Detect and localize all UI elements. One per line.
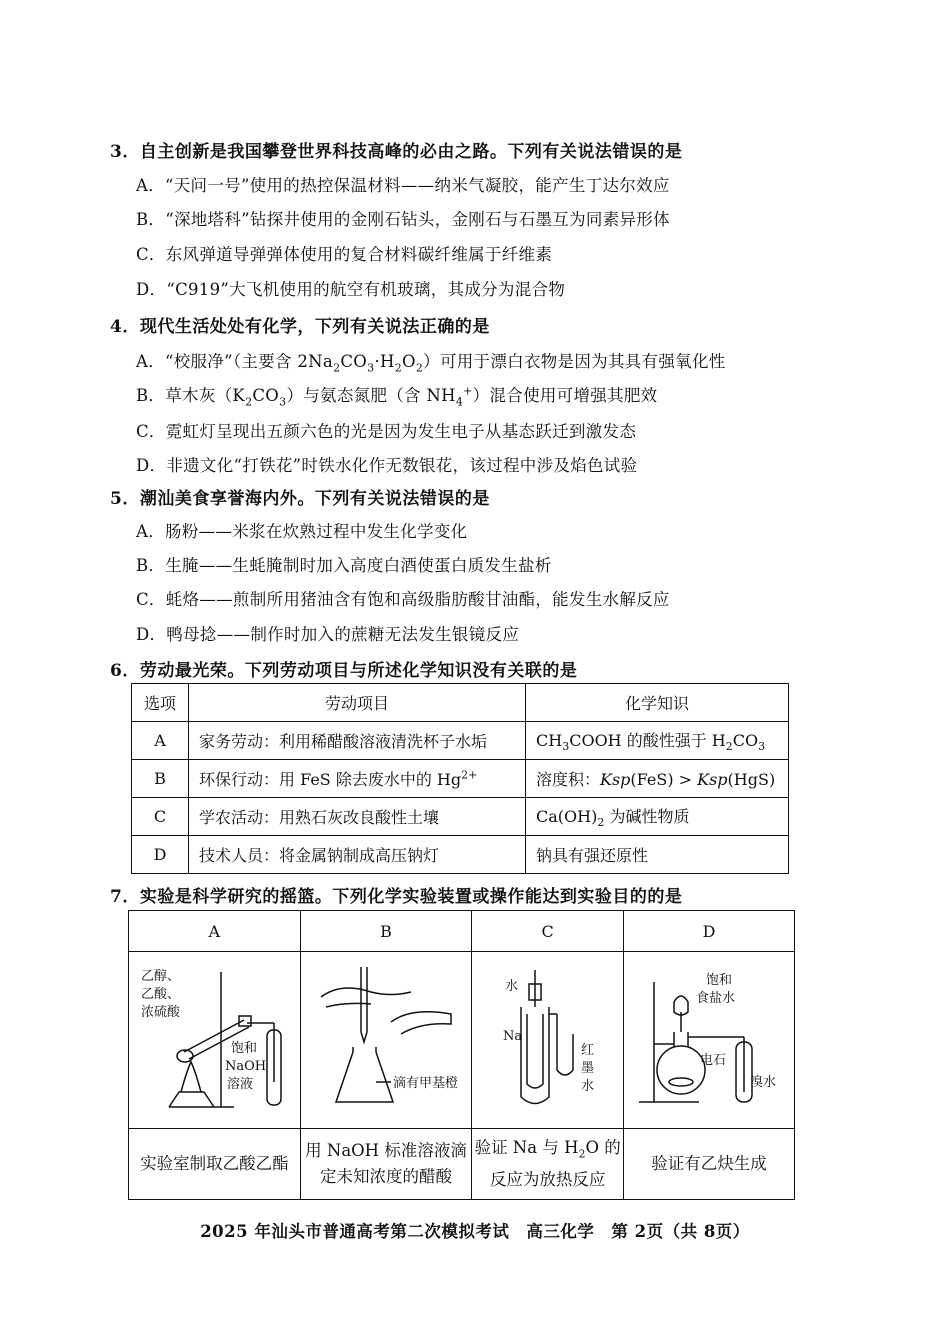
q6-header-option: 选项 bbox=[132, 684, 189, 722]
q7-stem: 7．实验是科学研究的摇篮。下列化学实验装置或操作能达到实验目的的是 bbox=[110, 887, 683, 907]
label-saturated: 饱和 bbox=[231, 1041, 258, 1056]
q6-cell-knowledge: 钠具有强还原性 bbox=[526, 836, 789, 874]
q7-header-a: A bbox=[129, 911, 301, 952]
q5-option-d: D．鸭母捻——制作时加入的蔗糖无法发生银镜反应 bbox=[136, 625, 520, 644]
label-ink: 墨 bbox=[580, 1061, 594, 1076]
q7-caption-b: 用 NaOH 标准溶液滴 定未知浓度的醋酸 bbox=[300, 1129, 472, 1200]
label-water-2: 水 bbox=[580, 1079, 594, 1094]
q6-stem: 6．劳动最光荣。下列劳动项目与所述化学知识没有关联的是 bbox=[110, 661, 578, 681]
q6-header-knowledge: 化学知识 bbox=[526, 684, 789, 722]
label-brine: 食盐水 bbox=[696, 991, 736, 1006]
label-water: 水 bbox=[504, 979, 518, 994]
q7-header-d: D bbox=[624, 911, 795, 952]
q5-option-b: B．生腌——生蚝腌制时加入高度白酒使蛋白质发生盐析 bbox=[136, 556, 552, 575]
label-sulfuric-acid: 浓硫酸 bbox=[141, 1005, 181, 1020]
q3-stem: 3．自主创新是我国攀登世界科技高峰的必由之路。下列有关说法错误的是 bbox=[110, 142, 683, 162]
ester-apparatus-diagram bbox=[129, 952, 299, 1124]
q7-header-c: C bbox=[472, 911, 624, 952]
acetylene-diagram bbox=[624, 952, 794, 1124]
label-bromine-water: 溴水 bbox=[750, 1075, 777, 1090]
q7-apparatus-c bbox=[472, 952, 624, 1129]
q7-apparatus-b bbox=[300, 952, 472, 1129]
table-row bbox=[132, 722, 789, 760]
q7-caption-a: 实验室制取乙酸乙酯 bbox=[129, 1129, 301, 1200]
label-methyl-orange: 滴有甲基橙 bbox=[392, 1076, 458, 1091]
q6-cell-project: 学农活动：用熟石灰改良酸性土壤 bbox=[189, 798, 526, 836]
label-calcium-carbide: 电石 bbox=[700, 1053, 727, 1068]
q7-apparatus-d bbox=[624, 952, 795, 1129]
q5-option-a: A．肠粉——米浆在炊熟过程中发生化学变化 bbox=[136, 522, 468, 541]
q3-option-d: D．“C919”大飞机使用的航空有机玻璃，其成分为混合物 bbox=[136, 280, 566, 299]
q5-stem: 5．潮汕美食享誉海内外。下列有关说法错误的是 bbox=[110, 489, 490, 509]
q6-cell-project: 家务劳动：利用稀醋酸溶液清洗杯子水垢 bbox=[189, 722, 526, 760]
q6-cell-option: C bbox=[132, 798, 189, 836]
label-acetic-acid: 乙酸、 bbox=[141, 987, 181, 1002]
q4-stem: 4．现代生活处处有化学，下列有关说法正确的是 bbox=[110, 317, 490, 337]
q6-cell-project: 环保行动：用 FeS 除去废水中的 $Hg^{2+}$ bbox=[189, 760, 526, 798]
label-solution: 溶液 bbox=[227, 1077, 254, 1092]
q6-cell-option: D bbox=[132, 836, 189, 874]
table-row bbox=[132, 760, 789, 798]
q6-cell-option: B bbox=[132, 760, 189, 798]
label-red: 红 bbox=[580, 1043, 594, 1058]
q6-cell-project: 技术人员：将金属钠制成高压钠灯 bbox=[189, 836, 526, 874]
q7-apparatus-a bbox=[129, 952, 301, 1129]
q3-option-c: C．东风弹道导弹弹体使用的复合材料碳纤维属于纤维素 bbox=[136, 245, 553, 264]
q3-option-a: A．“天问一号”使用的热控保温材料——纳米气凝胶，能产生丁达尔效应 bbox=[136, 176, 670, 195]
q6-cell-option: A bbox=[132, 722, 189, 760]
label-naoh: NaOH bbox=[225, 1059, 267, 1074]
q7-caption-c: 验证 Na 与 $H_2O$ 的 反应为放热反应 bbox=[472, 1129, 624, 1200]
label-ethanol: 乙醇、 bbox=[141, 969, 181, 984]
q3-option-b: B．“深地塔科”钻探井使用的金刚石钻头，金刚石与石墨互为同素异形体 bbox=[136, 210, 670, 229]
q6-cell-knowledge: $Ca(OH)_2$ 为碱性物质 bbox=[526, 798, 789, 836]
q5-option-c: C．蚝烙——煎制所用猪油含有饱和高级脂肪酸甘油酯，能发生水解反应 bbox=[136, 590, 670, 609]
label-sodium: Na bbox=[502, 1029, 522, 1044]
sodium-water-diagram bbox=[473, 952, 623, 1124]
q6-cell-knowledge: $CH_3COOH$ 的酸性强于 $H_2CO_3$ bbox=[526, 722, 789, 760]
q4-option-a: A．“校服净”（主要含 $2Na_2CO_3\cdot H_2O_2$）可用于漂白衣物是因为其具有强氧化性 bbox=[136, 352, 726, 375]
table-row bbox=[132, 836, 789, 874]
q6-cell-knowledge: 溶度积：Ksp(FeS) > Ksp(HgS) bbox=[526, 760, 789, 798]
label-saturated-2: 饱和 bbox=[706, 973, 733, 988]
q6-table bbox=[131, 683, 789, 874]
q7-header-b: B bbox=[300, 911, 472, 952]
q4-option-b: B．草木灰$(K_2CO_3)$与氨态氮肥（含 $NH_4^+$）混合使用可增强其肥效 bbox=[136, 384, 658, 409]
titration-diagram bbox=[301, 952, 471, 1124]
page-footer: 2025 年汕头市普通高考第二次模拟考试 高三化学 第 2页（共 8页） bbox=[200, 1222, 750, 1241]
q6-header-project: 劳动项目 bbox=[189, 684, 526, 722]
q4-option-d: D．非遗文化“打铁花”时铁水化作无数银花，该过程中涉及焰色试验 bbox=[136, 456, 638, 475]
q7-table bbox=[128, 910, 795, 1200]
table-row bbox=[132, 798, 789, 836]
q4-option-c: C．霓虹灯呈现出五颜六色的光是因为发生电子从基态跃迁到激发态 bbox=[136, 422, 637, 441]
q7-caption-d: 验证有乙炔生成 bbox=[624, 1129, 795, 1200]
